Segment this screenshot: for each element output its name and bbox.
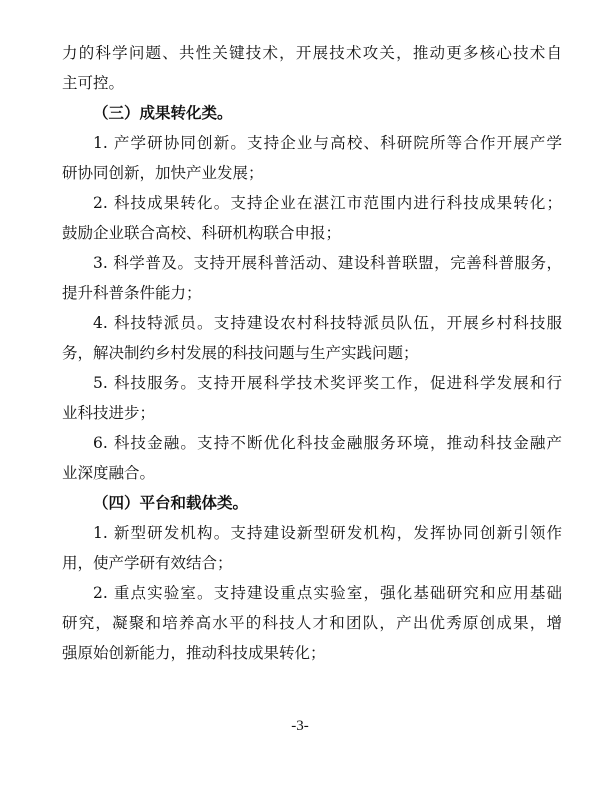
section-heading: （三）成果转化类。 (93, 103, 233, 122)
document-body (62, 38, 562, 668)
list-item-text: 4. 科技特派员。支持建设农村科技特派员队伍，开展乡村科技服 (93, 314, 562, 332)
body-text-line: 务，解决制约乡村发展的科技问题与生产实践问题； (62, 344, 419, 362)
body-text-line: 用，使产学研有效结合； (62, 554, 233, 572)
list-item-text: 3. 科学普及。支持开展科普活动、建设科普联盟，完善科普服务， (93, 254, 562, 272)
body-text-line: 研究，凝聚和培养高水平的科技人才和团队，产出优秀原创成果，增 (62, 614, 562, 632)
list-item-text: 2. 科技成果转化。支持企业在湛江市范围内进行科技成果转化； (93, 194, 562, 212)
list-item-text: 2. 重点实验室。支持建设重点实验室，强化基础研究和应用基础 (93, 584, 562, 602)
list-item-text: 1. 产学研协同创新。支持企业与高校、科研院所等合作开展产学 (93, 134, 562, 152)
body-text-line: 鼓励企业联合高校、科研机构联合申报； (62, 224, 342, 242)
body-text-line: 业深度融合。 (62, 464, 156, 482)
body-text-line: 研协同创新，加快产业发展； (62, 164, 264, 182)
list-item-text: 5. 科技服务。支持开展科学技术奖评奖工作，促进科学发展和行 (93, 374, 562, 392)
page-number: -3- (291, 718, 309, 734)
list-item-text: 1. 新型研发机构。支持建设新型研发机构，发挥协同创新引领作 (93, 524, 562, 542)
body-text-line: 力的科学问题、共性关键技术，开展技术攻关，推动更多核心技术自 (62, 44, 562, 62)
section-heading: （四）平台和载体类。 (93, 493, 249, 512)
body-text-line: 强原始创新能力，推动科技成果转化； (62, 644, 326, 662)
body-text-line: 提升科普条件能力； (62, 284, 202, 302)
body-text-line: 业科技进步； (62, 404, 156, 422)
body-text-line: 主可控。 (62, 74, 125, 92)
list-item-text: 6. 科技金融。支持不断优化科技金融服务环境，推动科技金融产 (93, 434, 562, 452)
